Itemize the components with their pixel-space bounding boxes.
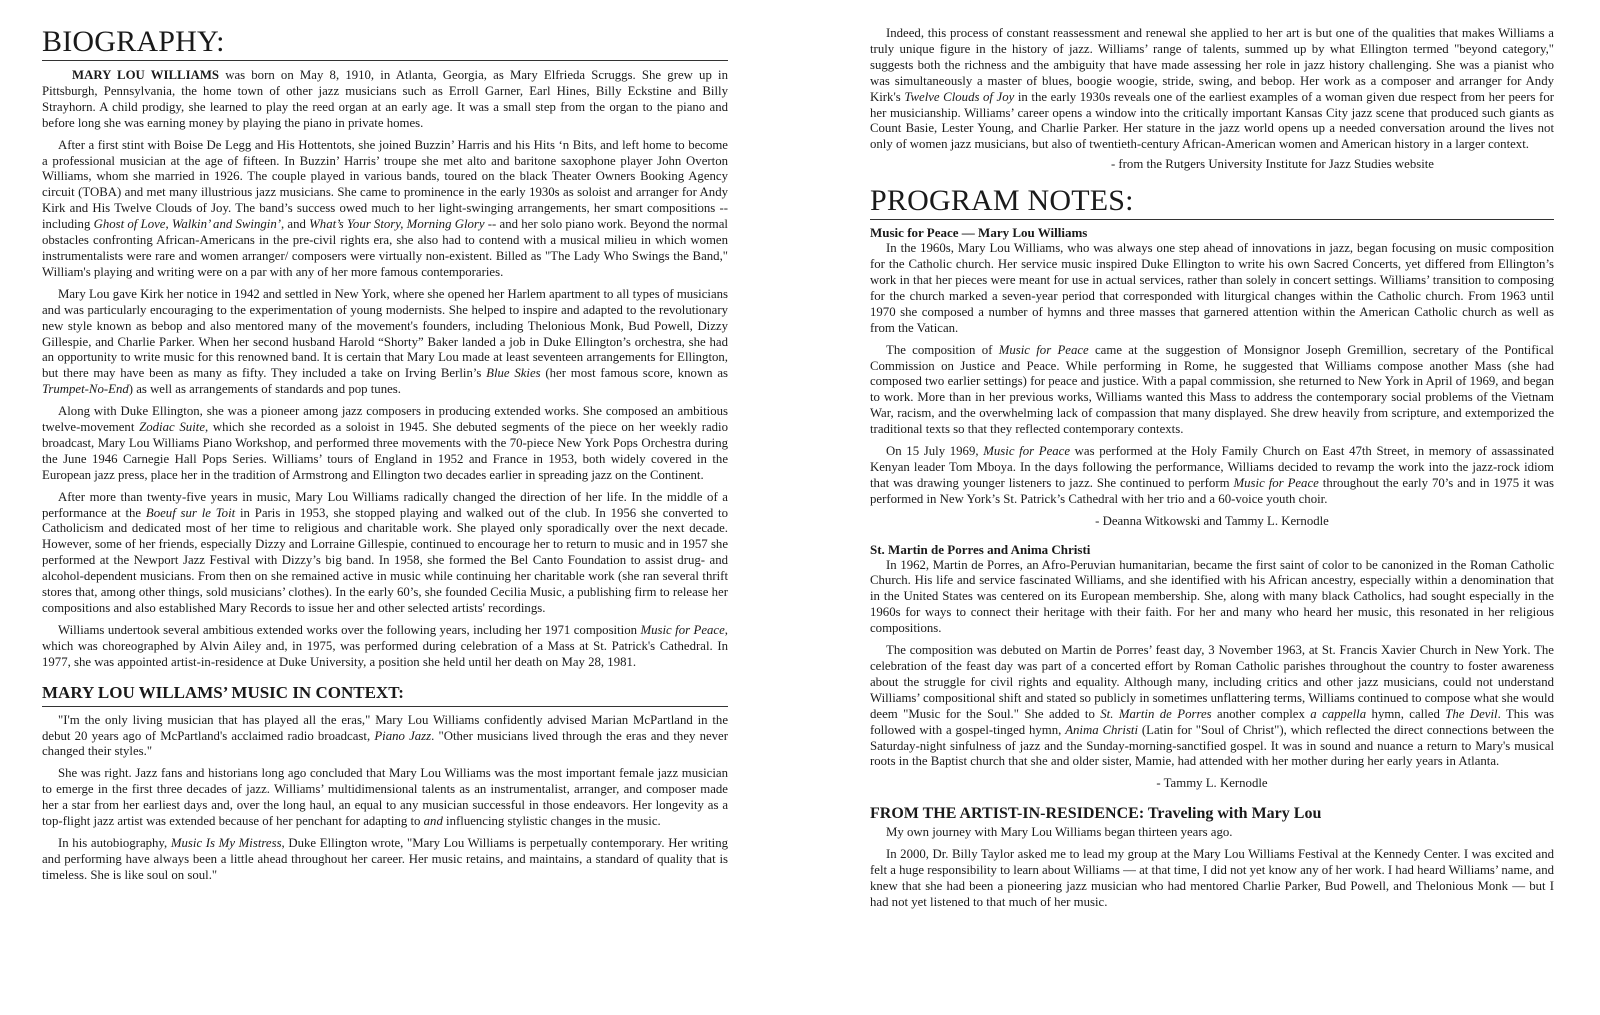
text-run: After more than twenty-five years in music, Mary Lou Williams radically changed the direction of her life. In the middle of a performance at the — [42, 489, 728, 520]
text-run: Along with Duke Ellington, she was a pioneer among jazz composers in producing extended works. She composed an ambitious twelve-movement — [42, 404, 728, 435]
text-run: . This was followed with a gospel-tinged hymn, — [870, 706, 1554, 737]
italic-title: Ghost of Love, Walkin’ and Swingin’ — [93, 217, 281, 232]
mfp-signature: - Deanna Witkowski and Tammy L. Kernodle — [1095, 513, 1329, 528]
text-run: On 15 July 1969, — [886, 444, 984, 459]
smp-paragraph-2 — [870, 643, 1554, 770]
text-run: , and — [280, 217, 310, 232]
text-run: influencing stylistic changes in the music. — [442, 814, 661, 829]
italic-term: a cappella — [1310, 706, 1367, 721]
bio-paragraph-6 — [42, 623, 728, 671]
bio-paragraph-4 — [42, 404, 728, 484]
text-run: (Latin for "Soul of Christ"), which reflected the direct connections between the Saturday-night sinfulness of jazz and the Sunday-morning-sanctified gospel. It was in sound and nuance a return to Mary's musical roots in the Baptist church that she and older sister, Mamie, had attended with her mother during her early years in Atlanta. — [870, 722, 1554, 769]
mfp-paragraph-3 — [870, 444, 1554, 508]
text-run: in Paris in 1953, she stopped playing and walked out of the club. In 1956 she converted to Catholicism and dedicated most of her time to religious and charitable work. She played only sporadically over the next decade. However, some of her friends, especially Dizzy and Lorraine Gillespie, continued to encourage her to return to music and in 1957 she performed at the Newport Jazz Festival with Dizzy’s big band. In 1958, she formed the Bel Canto Foundation to assist drug- and alcohol-dependent musicians. From then on she remained active in music while continuing her charitable work (she ran several thrift stores that, among other things, sold musicians’ clothes). In the early 60’s, she founded Cecilia Music, a publishing firm to release her compositions and also established Mary Records to issue her and other selected artists' recordings. — [42, 505, 729, 615]
italic-title: The Devil — [1445, 706, 1498, 721]
artist-in-residence-title: FROM THE ARTIST-IN-RESIDENCE: Traveling with Mary Lou — [870, 805, 1322, 823]
text-run: another complex — [1211, 706, 1311, 721]
smp-signature: - Tammy L. Kernodle — [1156, 776, 1268, 791]
bio-paragraph-1 — [42, 68, 728, 132]
smp-paragraph-1: In 1962, Martin de Porres, an Afro-Peruvian humanitarian, became the first saint of color to be canonized in the Roman Catholic Church. His life and service fascinated Williams, and she identified with his African ancestry, especially within a denomination that in the United States was centered on its European membership. She, along with many black Catholics, had sought especially in the 1960s for ways to connect their heritage with their faith. For her and many who heard her music, this resonated in her religious compositions. — [870, 557, 1554, 636]
text-run: In his autobiography, — [58, 835, 171, 850]
italic-title: Music for Peace — [983, 444, 1071, 459]
text-run: -- and her solo piano work. Beyond the normal obstacles confronting African-Americans in the pre-civil rights era, she also had to contend with a musical milieu in which women instrumentalists were rare and women arranger/ composers were virtually non-existent. Billed as "The Lady Who Swings the Band," William's playing and writing were on a par with any of her more famous contemporaries. — [42, 217, 728, 279]
bio-paragraph-2 — [42, 138, 728, 281]
mfp-paragraph-2 — [870, 343, 1554, 438]
context-source: - from the Rutgers University Institute for Jazz Studies website — [1110, 157, 1434, 172]
context-paragraph-4 — [870, 26, 1554, 153]
italic-title: Twelve Clouds of Joy — [904, 89, 1015, 104]
text-run: was performed at the Holy Family Church on East 47th Street, in memory of assassinated Kenyan leader Tom Mboya. In the days following the performance, Williams decided to revamp the work into the jazz-rock idiom that was drawing younger listeners to jazz. She continued to perform — [870, 444, 1554, 490]
context-paragraph-3 — [42, 836, 728, 884]
text-run: throughout the early 70’s and in 1975 it was performed in New York’s St. Patrick’s Cathedral with her trio and a 60-voice youth choir. — [870, 475, 1554, 506]
bio-paragraph-5 — [42, 490, 728, 617]
context-heading: MARY LOU WILLAMS’ MUSIC IN CONTEXT: — [42, 683, 728, 707]
air-paragraph-2: In 2000, Dr. Billy Taylor asked me to lead my group at the Mary Lou Williams Festival at the Kennedy Center. I was excited and felt a huge responsibility to learn about Williams — at that time, I did not yet know any of her work. I had heard Williams’ name, and knew that she had been a pioneering jazz musician who had mentored Charlie Parker, Bud Powell, and Thelonious Monk — but I had not yet listened to that much of her music. — [870, 847, 1554, 909]
text-run: Williams undertook several ambitious extended works over the following years, including her 1971 composition — [58, 622, 641, 637]
italic-title: What’s Your Story, Morning Glory — [309, 217, 485, 232]
italic-title: Music Is My Mistress — [170, 835, 282, 850]
mfp-paragraph-1: In the 1960s, Mary Lou Williams, who was always one step ahead of innovations in jazz, began focusing on music composition for the Catholic church. Her service music inspired Duke Ellington to write his own Sacred Concerts, yet differed from Ellington’s work in that her pieces were meant for use in actual services, rather than solely in concert settings. Williams’ transition to composing for the church marked a seven-year period that corresponded with liturgical changes within the Catholic church. From 1963 until 1970 she composed a number of hymns and three masses that garnered attention within the American Catholic church as well as from the Vatican. — [870, 241, 1554, 335]
context-paragraph-1 — [42, 713, 728, 761]
text-run: After a first stint with Boise De Legg and His Hottentots, she joined Buzzin’ Harris and his Hits ‘n Bits, and left home to become a professional musician at the age of fifteen. In Buzzin’ Harris’ troupe she met alto and baritone saxophone player John Overton Williams, whom she married in 1926. The couple played in various bands, toured on the black Theater Owners Booking Agency circuit (TOBA) and met many illustrious jazz musicians. She came to prominence in the early 1930s as soloist and arranger for Andy Kirk and His Twelve Clouds of Joy. The band’s success owed much to her light-swinging arrangements, her smart compositions -- including — [42, 137, 728, 232]
bio-name: MARY LOU WILLIAMS — [72, 68, 220, 82]
biography-heading: BIOGRAPHY: — [42, 26, 728, 61]
text-run: "I'm the only living musician that has played all the eras," Mary Lou Williams confidently advised Marian McPartland in the debut 20 years ago of McPartland's acclaimed radio broadcast, — [42, 712, 728, 743]
italic-title: Music for Peace — [640, 622, 725, 637]
bio-paragraph-3 — [42, 287, 728, 398]
st-martin-title: St. Martin de Porres and Anima Christi — [870, 541, 1091, 557]
text-run: Mary Lou gave Kirk her notice in 1942 and settled in New York, where she opened her Harlem apartment to all types of musicians and was particularly encouraging to the experimentation of young modernists. She helped to inspire and adapted to the revolutionary new style known as bebop and also mentored many of the movement's founders, including Thelonious Monk, Bud Powell, Dizzy Gillespie, and Charlie Parker. When her second husband Harold “Shorty” Baker landed a job in Duke Ellington’s orchestra, she had an opportunity to write music for this renowned band. It is certain that Mary Lou made at least seventeen arrangements for Ellington, but there may have been as many as fifty. They included a take on Irving Berlin’s — [42, 286, 728, 381]
right-column — [870, 26, 1554, 911]
italic-word: and — [423, 814, 443, 829]
text-run: The composition of — [886, 342, 999, 357]
text-run: ) as well as arrangements of standards and pop tunes. — [128, 382, 401, 397]
italic-title: Trumpet-No-End — [42, 382, 129, 397]
music-for-peace-title: Music for Peace — Mary Lou Williams — [870, 225, 1088, 241]
italic-title: Music for Peace — [1233, 475, 1319, 490]
text-run: . "Other musicians lived through the eras and they never changed their styles." — [42, 728, 729, 759]
italic-title: Piano Jazz — [374, 728, 432, 743]
text-run: in the early 1930s reveals one of the earliest examples of a woman given due respect from her peers for her musicianship. Williams’ career opens a window into the critically important Kansas City jazz scene that produced such giants as Count Basie, Lester Young, and Charlie Parker. Her stature in the jazz world opens up a needed conversation around the lives not only of women jazz musicians, but also of twentieth-century African-American women and American history in a larger context. — [870, 89, 1554, 152]
text-run: came at the suggestion of Monsignor Joseph Gremillion, secretary of the Pontifical Commission on Justice and Peace. While performing in Rome, he suggested that Williams compose another Mass (she had composed two earlier settings) for peace and justice. With a papal commission, she returned to New York in April of 1969, and began to work. More than in her previous works, Williams wanted this Mass to address the contemporary social problems of the Vietnam War, racism, and the overwhelming lack of compassion that many displayed. She drew heavily from scripture, and extemporized the traditional texts so that they reflected contemporary contexts. — [870, 342, 1554, 437]
italic-title: Boeuf sur le Toit — [145, 505, 236, 520]
bio-p1-text: was born on May 8, 1910, in Atlanta, Georgia, as Mary Elfrieda Scruggs. She grew up in Pittsburgh, Pennsylvania, the home town of other jazz musicians such as Erroll Garner, Earl Hines, Billy Eckstine and Billy Strayhorn. A child prodigy, she learned to play the reed organ at an early age. It was a small step from the organ to the piano and before long she was earning money by playing the piano in private homes. — [42, 68, 728, 130]
text-run: , which she recorded as a soloist in 1945. She debuted segments of the piece on her weekly radio broadcast, Mary Lou Williams Piano Workshop, and performed three movements with the 70-piece New York Pops Orchestra during the June 1946 Carnegie Hall Pops Series. Williams’ tours of England in 1952 and France in 1953, both widely covered in the European jazz press, place her in the tradition of Armstrong and Ellington two decades earlier in spreading jazz on the Continent. — [42, 420, 728, 482]
italic-title: Blue Skies — [486, 366, 541, 381]
italic-title: Anima Christi — [1065, 722, 1139, 737]
italic-title: St. Martin de Porres — [1100, 706, 1212, 721]
text-run: Indeed, this process of constant reassessment and renewal she applied to her art is but one of the qualities that makes Williams a truly unique figure in the history of jazz. Williams’ range of talents, summed up by what Ellington termed "beyond category," suggests both the richness and the ambiguity that have made assessing her role in jazz history challenging. She was a pianist who was simultaneously a master of blues, boogie woogie, stride, swing, and bebop. Her work as a composer and arranger for Andy Kirk's — [870, 26, 1554, 104]
context-paragraph-2 — [42, 766, 728, 830]
text-run: hymn, called — [1366, 706, 1446, 721]
program-notes-heading: PROGRAM NOTES: — [870, 185, 1554, 220]
text-run: She was right. Jazz fans and historians long ago concluded that Mary Lou Williams was the most important female jazz musician to emerge in the first three decades of jazz. Williams’ multidimensional talents as an instrumentalist, arranger, and composer made her a star from her earliest days and, over the long haul, an equal to any musician successful in those endeavors. Her longevity as a top-flight jazz artist was extended because of her penchant for adapting to — [42, 766, 728, 829]
text-run: , Duke Ellington wrote, "Mary Lou Williams is perpetually contemporary. Her writing and performing have always been a little ahead throughout her career. Her music retains, and maintains, a standard of quality that is timeless. She is like soul on soul." — [42, 835, 728, 882]
italic-title: Zodiac Suite — [139, 420, 205, 435]
italic-title: Music for Peace — [998, 342, 1089, 357]
text-run: (her most famous score, known as — [540, 366, 728, 381]
text-run: , which was choreographed by Alvin Ailey and, in 1975, was performed during celebration of a Mass at St. Patrick's Cathedral. In 1977, she was appointed artist-in-residence at Duke University, a position she held until her death on May 28, 1981. — [42, 622, 728, 669]
text-run: The composition was debuted on Martin de Porres’ feast day, 3 November 1963, at St. Francis Xavier Church in New York. The celebration of the feast day was part of a concerted effort by Roman Catholic parishes throughout the country to foster awareness about the struggle for civil rights and equality. Although many, including critics and other jazz musicians, could not understand Williams’ compositional shift and stated so publicly in sometimes unflattering terms, Williams continued to compose what she would deem "Music for the Soul." She added to — [870, 643, 1554, 721]
air-paragraph-1: My own journey with Mary Lou Williams began thirteen years ago. — [886, 825, 1233, 840]
left-column — [42, 26, 728, 884]
